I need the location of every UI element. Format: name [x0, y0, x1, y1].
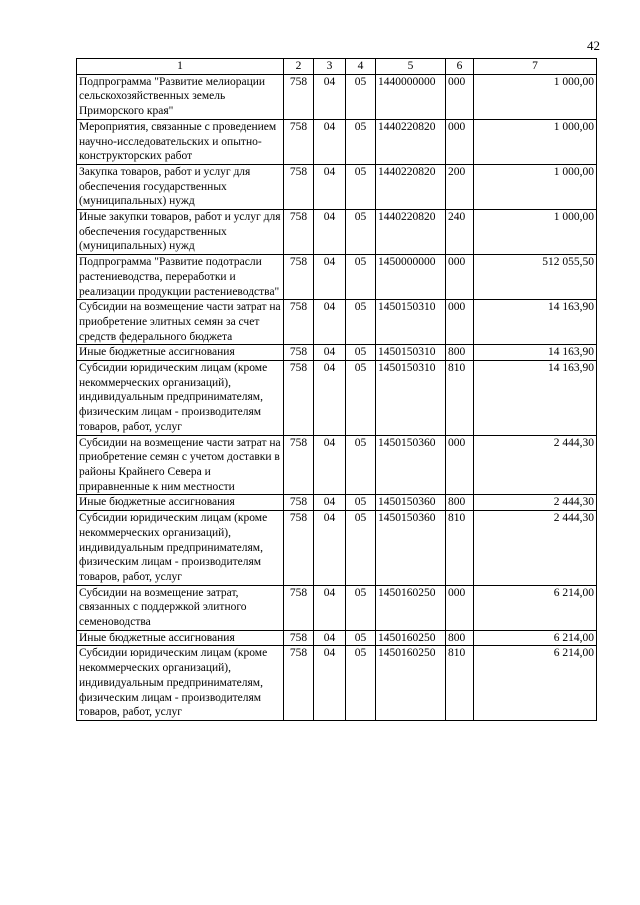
row-subsection-code: 05: [346, 361, 376, 436]
row-subsection-code: 05: [346, 511, 376, 586]
row-subsection-code: 05: [346, 164, 376, 209]
row-target-code: 1440220820: [376, 210, 446, 255]
row-section-code: 04: [314, 630, 346, 646]
row-subsection-code: 05: [346, 255, 376, 300]
row-sum: 14 163,90: [474, 345, 597, 361]
row-expense-type: 800: [446, 495, 474, 511]
table-row: [77, 630, 597, 646]
row-section-code: 04: [314, 210, 346, 255]
row-target-code: 1450160250: [376, 646, 446, 721]
row-sum: 2 444,30: [474, 435, 597, 495]
row-section-code: 04: [314, 164, 346, 209]
budget-table: [76, 58, 597, 721]
row-section-code: 04: [314, 74, 346, 119]
row-target-code: 1450150360: [376, 511, 446, 586]
row-expense-type: 000: [446, 255, 474, 300]
row-subsection-code: 05: [346, 345, 376, 361]
row-ministry-code: 758: [284, 585, 314, 630]
row-ministry-code: 758: [284, 255, 314, 300]
row-subsection-code: 05: [346, 300, 376, 345]
header-col-7: 7: [474, 59, 597, 75]
row-name: Иные бюджетные ассигнования: [77, 630, 284, 646]
row-name: Мероприятия, связанные с проведением научно-исследовательских и опытно-конструкторских работ: [77, 119, 284, 164]
row-sum: 1 000,00: [474, 119, 597, 164]
header-col-5: 5: [376, 59, 446, 75]
row-expense-type: 200: [446, 164, 474, 209]
table-row: [77, 345, 597, 361]
row-sum: 2 444,30: [474, 511, 597, 586]
row-ministry-code: 758: [284, 646, 314, 721]
row-ministry-code: 758: [284, 495, 314, 511]
header-col-1: 1: [77, 59, 284, 75]
row-expense-type: 810: [446, 646, 474, 721]
row-name: Субсидии юридическим лицам (кроме некоммерческих организаций), индивидуальным предпринимателям, физическим лицам - производителям товаров, работ, услуг: [77, 511, 284, 586]
row-ministry-code: 758: [284, 300, 314, 345]
header-col-4: 4: [346, 59, 376, 75]
table-row: [77, 495, 597, 511]
table-row: [77, 255, 597, 300]
row-subsection-code: 05: [346, 630, 376, 646]
row-section-code: 04: [314, 255, 346, 300]
row-expense-type: 000: [446, 435, 474, 495]
header-col-3: 3: [314, 59, 346, 75]
row-subsection-code: 05: [346, 210, 376, 255]
table-header-row: [77, 59, 597, 75]
row-ministry-code: 758: [284, 511, 314, 586]
row-target-code: 1450160250: [376, 630, 446, 646]
table-row: [77, 511, 597, 586]
row-name: Закупка товаров, работ и услуг для обеспечения государственных (муниципальных) нужд: [77, 164, 284, 209]
row-expense-type: 800: [446, 630, 474, 646]
row-name: Подпрограмма "Развитие подотрасли растениеводства, переработки и реализации продукции растениеводства": [77, 255, 284, 300]
row-target-code: 1450150310: [376, 300, 446, 345]
row-sum: 1 000,00: [474, 210, 597, 255]
row-subsection-code: 05: [346, 74, 376, 119]
row-target-code: 1440220820: [376, 119, 446, 164]
row-ministry-code: 758: [284, 361, 314, 436]
row-sum: 14 163,90: [474, 361, 597, 436]
row-sum: 14 163,90: [474, 300, 597, 345]
row-expense-type: 800: [446, 345, 474, 361]
table-row: [77, 74, 597, 119]
table-row: [77, 210, 597, 255]
row-section-code: 04: [314, 495, 346, 511]
row-section-code: 04: [314, 361, 346, 436]
row-name: Субсидии на возмещение затрат, связанных с поддержкой элитного семеноводства: [77, 585, 284, 630]
row-section-code: 04: [314, 511, 346, 586]
row-sum: 6 214,00: [474, 630, 597, 646]
row-ministry-code: 758: [284, 345, 314, 361]
row-section-code: 04: [314, 119, 346, 164]
header-col-6: 6: [446, 59, 474, 75]
row-subsection-code: 05: [346, 646, 376, 721]
row-ministry-code: 758: [284, 630, 314, 646]
row-section-code: 04: [314, 435, 346, 495]
row-sum: 6 214,00: [474, 585, 597, 630]
row-expense-type: 000: [446, 119, 474, 164]
table-row: [77, 585, 597, 630]
row-expense-type: 000: [446, 74, 474, 119]
table-row: [77, 300, 597, 345]
page-number: 42: [587, 38, 600, 53]
row-ministry-code: 758: [284, 119, 314, 164]
row-name: Подпрограмма "Развитие мелиорации сельскохозяйственных земель Приморского края": [77, 74, 284, 119]
row-expense-type: 240: [446, 210, 474, 255]
row-sum: 512 055,50: [474, 255, 597, 300]
row-section-code: 04: [314, 646, 346, 721]
table-row: [77, 435, 597, 495]
row-expense-type: 000: [446, 585, 474, 630]
row-target-code: 1440220820: [376, 164, 446, 209]
row-subsection-code: 05: [346, 119, 376, 164]
row-name: Субсидии на возмещение части затрат на приобретение семян с учетом доставки в районы Крайнего Севера и приравненные к ним местности: [77, 435, 284, 495]
row-name: Иные бюджетные ассигнования: [77, 345, 284, 361]
row-expense-type: 810: [446, 511, 474, 586]
row-subsection-code: 05: [346, 435, 376, 495]
row-name: Субсидии юридическим лицам (кроме некоммерческих организаций), индивидуальным предпринимателям, физическим лицам - производителям товаров, работ, услуг: [77, 646, 284, 721]
row-expense-type: 810: [446, 361, 474, 436]
row-name: Иные бюджетные ассигнования: [77, 495, 284, 511]
row-name: Субсидии на возмещение части затрат на приобретение элитных семян за счет средств федерального бюджета: [77, 300, 284, 345]
header-col-2: 2: [284, 59, 314, 75]
row-target-code: 1450150360: [376, 495, 446, 511]
row-sum: 1 000,00: [474, 164, 597, 209]
table-row: [77, 361, 597, 436]
row-sum: 6 214,00: [474, 646, 597, 721]
row-name: Субсидии юридическим лицам (кроме некоммерческих организаций), индивидуальным предпринимателям, физическим лицам - производителям товаров, работ, услуг: [77, 361, 284, 436]
row-target-code: 1450150360: [376, 435, 446, 495]
row-subsection-code: 05: [346, 585, 376, 630]
row-expense-type: 000: [446, 300, 474, 345]
row-ministry-code: 758: [284, 164, 314, 209]
row-ministry-code: 758: [284, 210, 314, 255]
row-ministry-code: 758: [284, 435, 314, 495]
row-target-code: 1450000000: [376, 255, 446, 300]
table-row: [77, 164, 597, 209]
row-target-code: 1440000000: [376, 74, 446, 119]
row-target-code: 1450150310: [376, 361, 446, 436]
row-subsection-code: 05: [346, 495, 376, 511]
row-target-code: 1450150310: [376, 345, 446, 361]
row-section-code: 04: [314, 300, 346, 345]
row-sum: 2 444,30: [474, 495, 597, 511]
row-section-code: 04: [314, 585, 346, 630]
row-target-code: 1450160250: [376, 585, 446, 630]
table-row: [77, 646, 597, 721]
row-ministry-code: 758: [284, 74, 314, 119]
row-section-code: 04: [314, 345, 346, 361]
row-sum: 1 000,00: [474, 74, 597, 119]
table-row: [77, 119, 597, 164]
row-name: Иные закупки товаров, работ и услуг для обеспечения государственных (муниципальных) нужд: [77, 210, 284, 255]
